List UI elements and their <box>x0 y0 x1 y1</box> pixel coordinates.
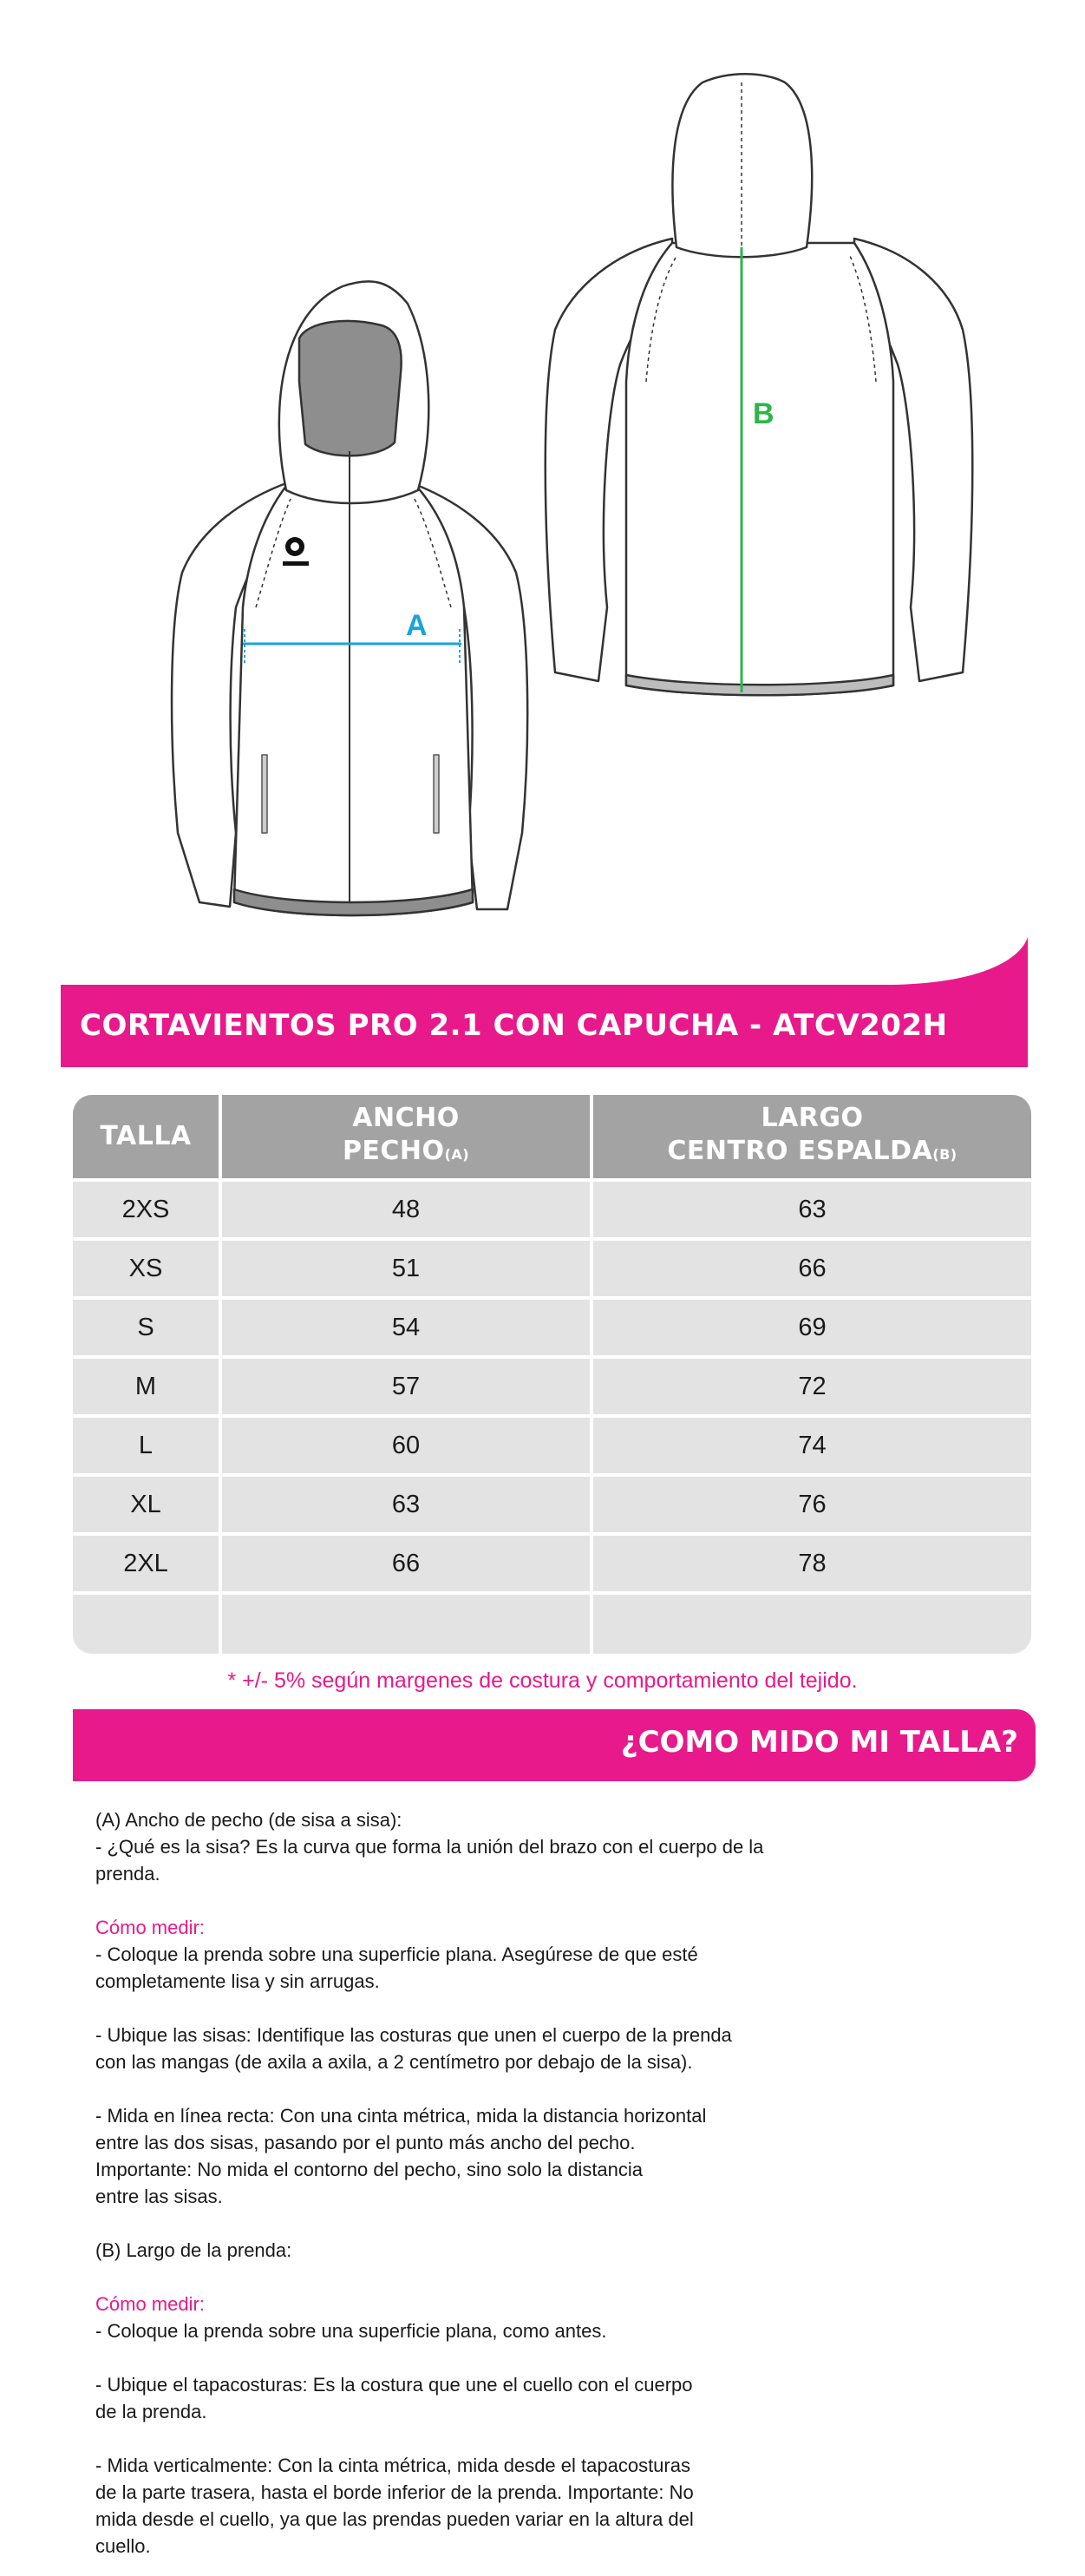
header-largo-espalda: LARGO CENTRO ESPALDA(B) <box>667 1103 958 1166</box>
cell-talla <box>73 1595 219 1650</box>
cell-ancho: 51 <box>391 1254 421 1282</box>
tolerance-note: * +/- 5% según margenes de costura y comportamiento del tejido. <box>227 1668 858 1693</box>
a-step3-important: Importante: No mida el contorno del pecho, sino solo la distancia <box>95 2159 644 2180</box>
cell-largo: 72 <box>798 1372 827 1400</box>
a-step2-cont: con las mangas (de axila a axila, a 2 centímetro por debajo de la sisa). <box>95 2051 693 2073</box>
cell-talla: XL <box>130 1490 161 1518</box>
cell-largo: 69 <box>798 1313 827 1341</box>
cell-talla: S <box>137 1313 154 1341</box>
header-talla: TALLA <box>100 1121 192 1151</box>
cell-talla: 2XS <box>121 1195 170 1223</box>
b-step2: - Ubique el tapacosturas: Es la costura que une el cuello con el cuerpo <box>95 2374 693 2396</box>
a-step3-important-cont: entre las sisas. <box>95 2186 223 2207</box>
b-step2-cont: de la prenda. <box>95 2401 207 2422</box>
garment-illustration <box>0 0 1085 954</box>
back-jacket-drawing <box>546 74 973 695</box>
cell-ancho: 57 <box>391 1372 421 1400</box>
b-como-medir: Cómo medir: <box>95 2293 205 2315</box>
how-to-banner <box>73 1709 1036 1781</box>
cell-largo: 63 <box>798 1195 827 1223</box>
product-banner <box>0 937 1085 1067</box>
cell-largo <box>593 1595 1031 1650</box>
cell-ancho: 48 <box>391 1195 421 1223</box>
a-definition: - ¿Qué es la sisa? Es la curva que forma la unión del brazo con el cuerpo de la <box>95 1836 764 1858</box>
a-step1-cont: completamente lisa y sin arrugas. <box>95 1970 380 1992</box>
cell-ancho <box>222 1595 590 1650</box>
b-step1: - Coloque la prenda sobre una superficie plana, como antes. <box>95 2320 607 2342</box>
b-step3-cont2: mida desde el cuello, ya que las prendas pueden variar en la altura del <box>95 2508 694 2530</box>
cell-talla: XS <box>128 1254 163 1282</box>
b-title: (B) Largo de la prenda: <box>95 2239 292 2261</box>
size-table <box>73 1095 1031 1654</box>
b-step3: - Mida verticalmente: Con la cinta métrica, mida desde el tapacosturas <box>95 2455 690 2476</box>
a-step3-cont: entre las dos sisas, pasando por el punto más ancho del pecho. <box>95 2132 636 2153</box>
a-como-medir: Cómo medir: <box>95 1917 205 1938</box>
cell-ancho: 54 <box>391 1313 421 1341</box>
product-title: CORTAVIENTOS PRO 2.1 CON CAPUCHA - ATCV202H <box>80 1008 948 1043</box>
measurement-a-label: A <box>406 609 428 642</box>
header-ancho-pecho: ANCHO PECHO(A) <box>342 1103 470 1166</box>
a-step3: - Mida en línea recta: Con una cinta métrica, mida la distancia horizontal <box>95 2105 707 2127</box>
cell-largo: 66 <box>798 1254 827 1282</box>
cell-largo: 74 <box>798 1431 827 1459</box>
cell-ancho: 66 <box>391 1549 421 1577</box>
cell-talla: 2XL <box>123 1549 168 1577</box>
how-to-title: ¿COMO MIDO MI TALLA? <box>620 1725 1018 1760</box>
a-title: (A) Ancho de pecho (de sisa a sisa): <box>95 1809 402 1831</box>
cell-ancho: 63 <box>391 1490 421 1518</box>
cell-largo: 78 <box>798 1549 827 1577</box>
b-step3-cont: de la parte trasera, hasta el borde inferior de la prenda. Importante: No <box>95 2481 694 2503</box>
front-jacket-drawing <box>172 281 527 915</box>
b-step3-cont3: cuello. <box>95 2535 151 2557</box>
a-definition-cont: prenda. <box>95 1863 160 1884</box>
cell-talla: L <box>138 1431 154 1459</box>
measurement-b-label: B <box>753 397 775 430</box>
measurement-instructions <box>95 1806 807 2560</box>
a-step2: - Ubique las sisas: Identifique las costuras que unen el cuerpo de la prenda <box>95 2024 732 2046</box>
cell-talla: M <box>134 1372 157 1400</box>
a-step1: - Coloque la prenda sobre una superficie plana. Asegúrese de que esté <box>95 1943 698 1965</box>
cell-ancho: 60 <box>391 1431 421 1459</box>
cell-largo: 76 <box>798 1490 827 1518</box>
